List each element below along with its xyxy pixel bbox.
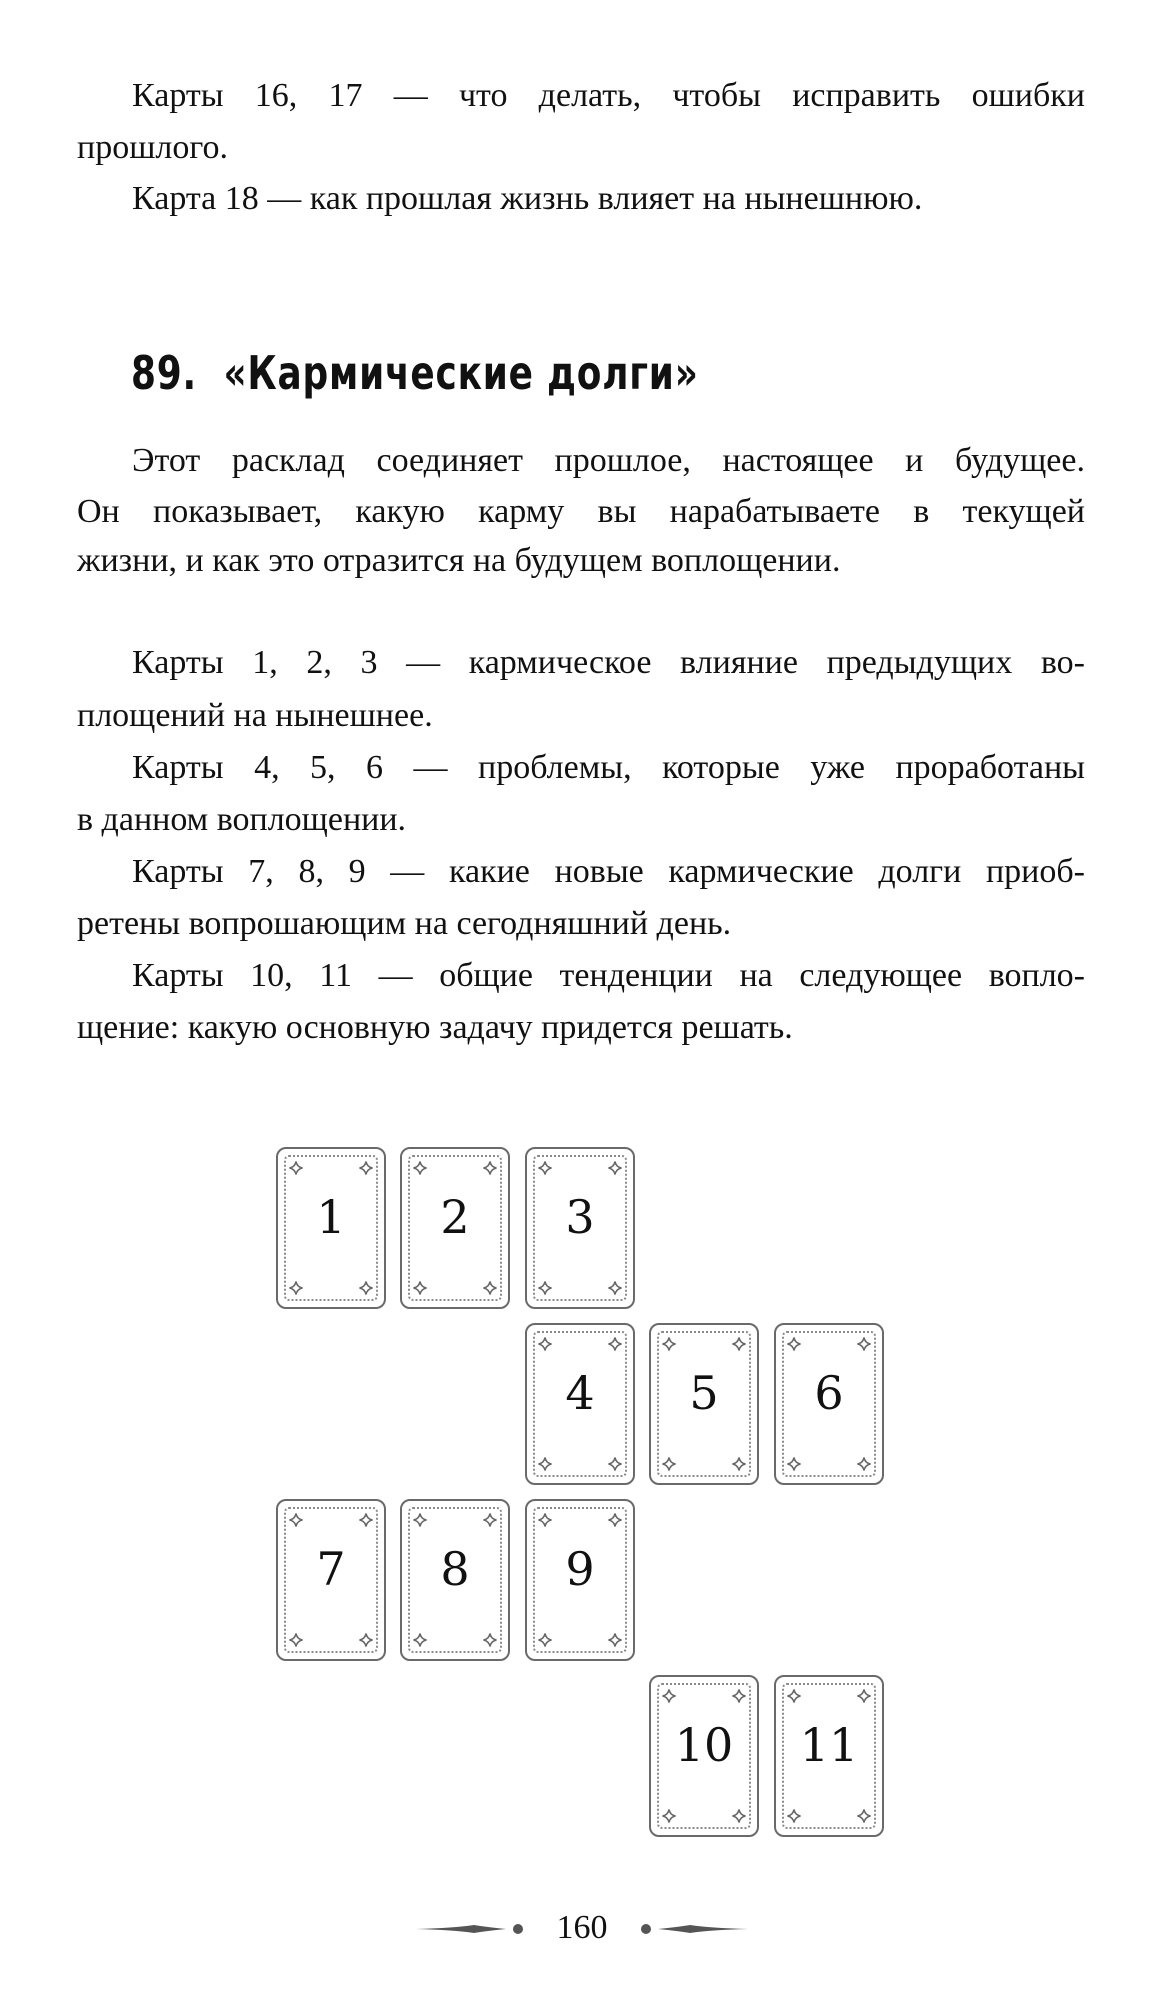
four-point-star-icon [662,1457,676,1471]
card-position-4 [525,1323,635,1485]
intro-line: Этот расклад соединяет прошлое, настоящее и будущее. [132,442,1085,479]
card-position-2 [400,1147,510,1309]
four-point-star-icon [538,1633,552,1647]
four-point-star-icon [359,1281,373,1295]
text-line: прошлого. [77,129,228,166]
position-line: Карты 7, 8, 9 — какие новые кармические долги приоб- [132,853,1085,890]
card-position-3 [525,1147,635,1309]
section-heading [131,346,699,400]
four-point-star-icon [483,1513,497,1527]
position-line: щение: какую основную задачу придется решать. [77,1009,793,1046]
section-title: «Кармические долги» [223,346,699,400]
four-point-star-icon [608,1161,622,1175]
four-point-star-icon [608,1513,622,1527]
four-point-star-icon [857,1689,871,1703]
four-point-star-icon [359,1513,373,1527]
right-ornament-icon [638,1921,750,1937]
four-point-star-icon [359,1161,373,1175]
card-position-1 [276,1147,386,1309]
card-number: 4 [565,1366,595,1420]
card-position-9 [525,1499,635,1661]
four-point-star-icon [413,1281,427,1295]
four-point-star-icon [787,1689,801,1703]
four-point-star-icon [608,1633,622,1647]
four-point-star-icon [538,1513,552,1527]
four-point-star-icon [608,1281,622,1295]
four-point-star-icon [787,1457,801,1471]
card-number: 8 [440,1542,470,1596]
four-point-star-icon [289,1161,303,1175]
four-point-star-icon [483,1281,497,1295]
four-point-star-icon [289,1513,303,1527]
four-point-star-icon [538,1161,552,1175]
four-point-star-icon [413,1633,427,1647]
card-number: 9 [565,1542,595,1596]
position-line: Карты 1, 2, 3 — кармическое влияние предыдущих во- [132,644,1085,681]
four-point-star-icon [289,1281,303,1295]
card-number: 11 [799,1718,859,1772]
position-line: Карты 4, 5, 6 — проблемы, которые уже проработаны [132,749,1085,786]
four-point-star-icon [483,1633,497,1647]
four-point-star-icon [732,1337,746,1351]
section-number: 89. [131,346,197,400]
four-point-star-icon [662,1337,676,1351]
card-position-6 [774,1323,884,1485]
card-position-11 [774,1675,884,1837]
card-number: 2 [440,1190,470,1244]
card-number: 7 [316,1542,346,1596]
four-point-star-icon [413,1513,427,1527]
card-number: 3 [565,1190,595,1244]
page-number: 160 [556,1909,608,1946]
left-ornament-icon [414,1921,526,1937]
four-point-star-icon [538,1281,552,1295]
card-number: 10 [674,1718,734,1772]
four-point-star-icon [289,1633,303,1647]
intro-line: Он показывает, какую карму вы нарабатываете в текущей [77,493,1085,530]
four-point-star-icon [413,1161,427,1175]
card-position-5 [649,1323,759,1485]
four-point-star-icon [787,1809,801,1823]
four-point-star-icon [359,1633,373,1647]
position-line: Карты 10, 11 — общие тенденции на следующее вопло- [132,957,1085,994]
four-point-star-icon [857,1337,871,1351]
four-point-star-icon [662,1809,676,1823]
position-line: в данном воплощении. [77,801,407,838]
card-position-8 [400,1499,510,1661]
four-point-star-icon [857,1809,871,1823]
card-number: 5 [689,1366,719,1420]
position-line: площений на нынешнее. [77,697,433,734]
four-point-star-icon [732,1809,746,1823]
four-point-star-icon [538,1337,552,1351]
four-point-star-icon [662,1689,676,1703]
card-position-7 [276,1499,386,1661]
text-line: Карта 18 — как прошлая жизнь влияет на нынешнюю. [132,180,923,217]
card-position-10 [649,1675,759,1837]
four-point-star-icon [608,1337,622,1351]
four-point-star-icon [787,1337,801,1351]
four-point-star-icon [608,1457,622,1471]
four-point-star-icon [538,1457,552,1471]
card-number: 6 [814,1366,844,1420]
four-point-star-icon [732,1689,746,1703]
position-line: ретены вопрошающим на сегодняшний день. [77,905,732,942]
text-line: Карты 16, 17 — что делать, чтобы исправить ошибки [132,77,1085,114]
page-footer [0,1904,1162,1952]
four-point-star-icon [483,1161,497,1175]
four-point-star-icon [732,1457,746,1471]
four-point-star-icon [857,1457,871,1471]
intro-line: жизни, и как это отразится на будущем воплощении. [77,542,841,579]
card-number: 1 [316,1190,346,1244]
